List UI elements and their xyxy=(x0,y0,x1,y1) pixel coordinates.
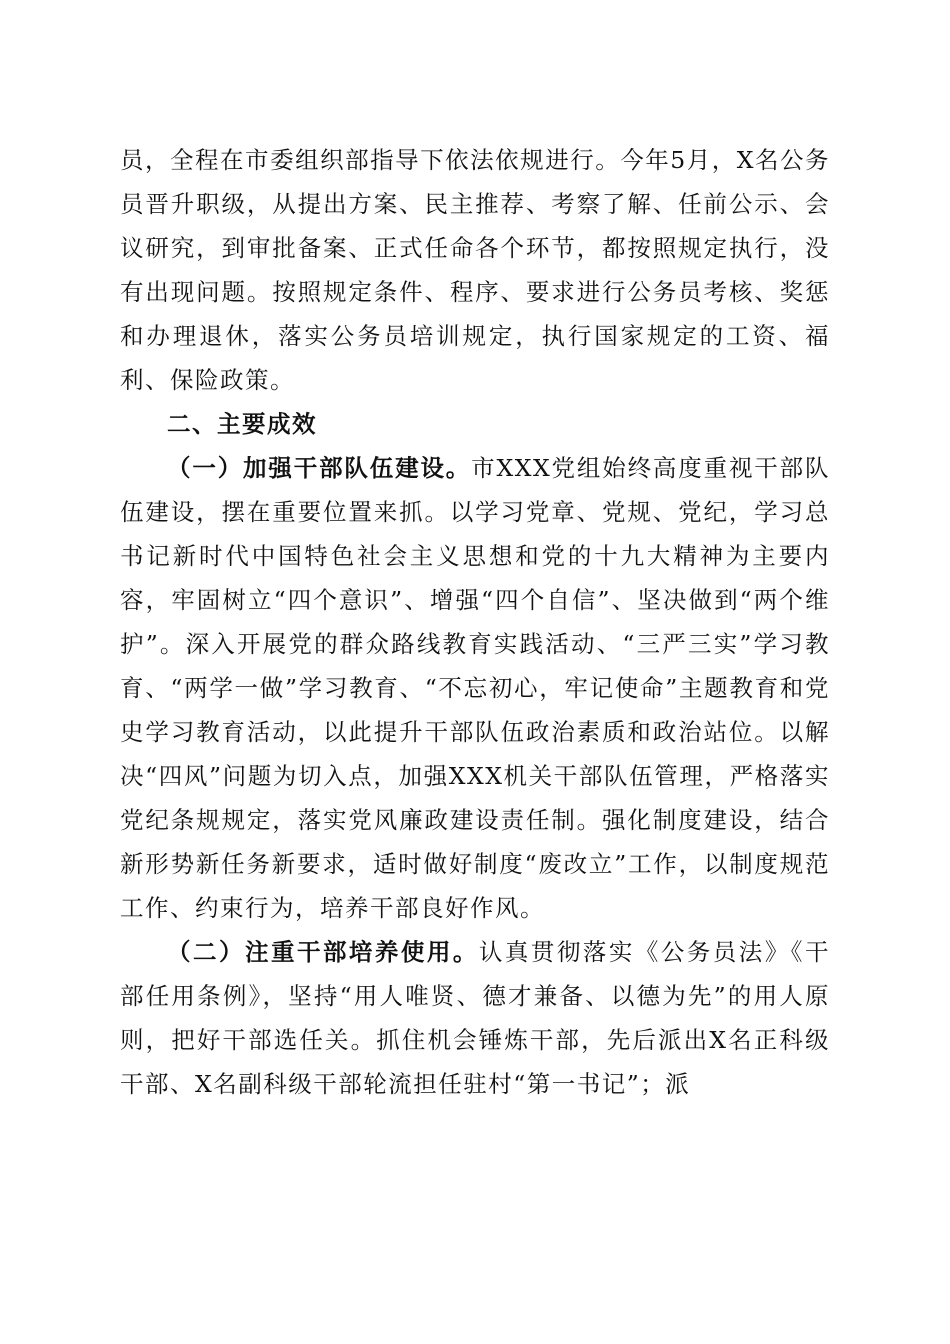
paragraph-section-1 xyxy=(120,446,830,930)
section-1-lead: （一）加强干部队伍建设。 xyxy=(167,454,472,482)
section-2-body: 认真贯彻落实《公务员法》《干部任用条例》，坚持“用人唯贤、德才兼备、以德为先”的用人原则，把好干部选任关。抓住机会锤炼干部，先后派出X名正科级干部、X名副科级干部轮流担任驻村“第一书记”；派 xyxy=(120,938,831,1098)
section-1-body: 市XXX党组始终高度重视干部队伍建设，摆在重要位置来抓。以学习党章、党规、党纪，学习总书记新时代中国特色社会主义思想和党的十九大精神为主要内容，牢固树立“四个意识”、增强“四个自信”、坚决做到“两个维护”。深入开展党的群众路线教育实践活动、“三严三实”学习教育、“两学一做”学习教育、“不忘初心，牢记使命”主题教育和党史学习教育活动，以此提升干部队伍政治素质和政治站位。以解决“四风”问题为切入点，加强XXX机关干部队伍管理，严格落实党纪条规规定，落实党风廉政建设责任制。强化制度建设，结合新形势新任务新要求，适时做好制度“废改立”工作，以制度规范工作、约束行为，培养干部良好作风。 xyxy=(120,454,830,922)
section-2-lead: （二）注重干部培养使用。 xyxy=(167,938,479,966)
paragraph-continuation: 员，全程在市委组织部指导下依法依规进行。今年5月，X名公务员晋升职级，从提出方案、民主推荐、考察了解、任前公示、会议研究，到审批备案、正式任命各个环节，都按照规定执行，没有出现问题。按照规定条件、程序、要求进行公务员考核、奖惩和办理退休，落实公务员培训规定，执行国家规定的工资、福利、保险政策。 xyxy=(120,146,830,394)
paragraph-section-2 xyxy=(120,930,830,1106)
section-heading-main-results: 二、主要成效 xyxy=(167,410,317,438)
